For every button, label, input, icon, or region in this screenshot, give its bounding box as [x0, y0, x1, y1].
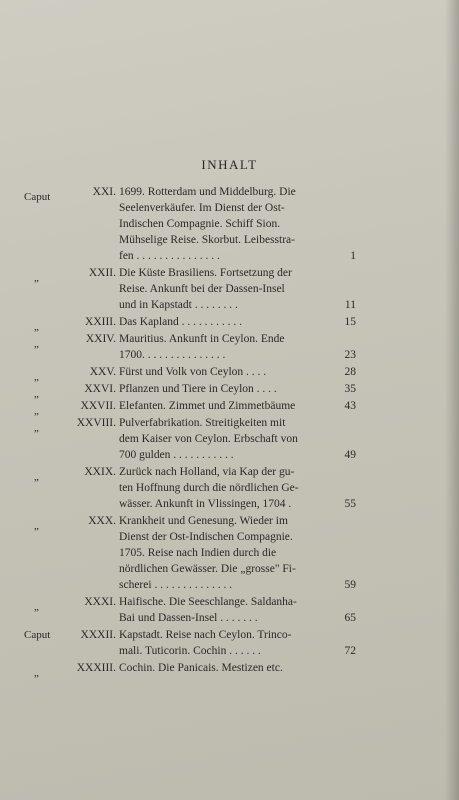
chapter-numeral: XXII. [88, 267, 116, 279]
chapter-numeral: XXXIII. [76, 662, 116, 674]
toc-entry [0, 660, 459, 679]
chapter-description-line: Fürst und Volk von Ceylon . . . . [119, 366, 267, 378]
ditto-mark: „ [34, 520, 39, 532]
chapter-description-line: Indischen Compagnie. Schiff Sion. [119, 218, 281, 230]
page-number: 49 [344, 449, 356, 461]
page-number: 55 [344, 498, 356, 510]
ditto-mark: „ [34, 321, 39, 333]
chapter-description-line: Mühselige Reise. Skorbut. Leibesstra- [119, 234, 295, 246]
chapter-description-line: Haifische. Die Seeschlange. Saldanha- [119, 596, 297, 608]
chapter-description-line: 1705. Reise nach Indien durch die [119, 547, 277, 559]
chapter-description-line: Die Küste Brasiliens. Fortsetzung der [119, 267, 292, 279]
chapter-description-line: Krankheit und Genesung. Wieder im [119, 515, 288, 527]
page-number: 59 [344, 579, 356, 591]
page-number: 11 [344, 299, 356, 311]
ditto-mark: „ [34, 471, 39, 483]
page-number: 1 [350, 250, 356, 262]
toc-entry [0, 265, 459, 313]
ditto-mark: „ [34, 388, 39, 400]
page-number: 43 [344, 400, 356, 412]
chapter-description-line: Kapstadt. Reise nach Ceylon. Trinco- [119, 629, 292, 641]
chapter-description-line: dem Kaiser von Ceylon. Erbschaft von [119, 433, 298, 445]
chapter-description [119, 398, 322, 414]
chapter-description-line: Mauritius. Ankunft in Ceylon. Ende [119, 333, 285, 345]
chapter-numeral: XXXI. [84, 596, 116, 608]
page-number: 23 [344, 349, 356, 361]
toc-entry [0, 513, 459, 593]
chapter-description-line: 1699. Rotterdam und Middelburg. Die [119, 186, 296, 198]
toc-entry [0, 398, 459, 417]
chapter-description-line: Das Kapland . . . . . . . . . . . [119, 316, 242, 328]
chapter-description-line: Seelenverkäufer. Im Dienst der Ost- [119, 202, 285, 214]
page-title: INHALT [201, 157, 258, 172]
chapter-description [119, 184, 322, 264]
chapter-description [119, 415, 322, 463]
chapter-description-line: scherei . . . . . . . . . . . . . . [119, 579, 233, 591]
chapter-description-line: Dienst der Ost-Indischen Compagnie. [119, 531, 293, 543]
caput-label: Caput [24, 629, 51, 641]
toc-entry [0, 364, 459, 383]
chapter-numeral: XXX. [88, 515, 116, 527]
ditto-mark: „ [34, 371, 39, 383]
chapter-description [119, 265, 322, 313]
chapter-description-line: Cochin. Die Panicais. Mestizen etc. [119, 662, 283, 674]
page-number: 28 [344, 366, 356, 378]
chapter-description [119, 331, 322, 363]
toc-entry [0, 594, 459, 626]
chapter-numeral: XXXII. [80, 629, 116, 641]
toc-entry [0, 381, 459, 400]
chapter-description-line: Zurück nach Holland, via Kap der gu- [119, 466, 295, 478]
caput-label: Caput [24, 191, 51, 203]
chapter-description [119, 513, 322, 593]
chapter-description-line: und in Kapstadt . . . . . . . . [119, 299, 238, 311]
chapter-description-line: mali. Tuticorin. Cochin . . . . . . [119, 645, 261, 657]
page-number: 35 [344, 383, 356, 395]
chapter-description-line: wässer. Ankunft in Vlissingen, 1704 . [119, 498, 292, 510]
chapter-description [119, 660, 322, 676]
ditto-mark: „ [34, 405, 39, 417]
chapter-numeral: XXIII. [85, 316, 116, 328]
toc-entry [0, 331, 459, 363]
chapter-description [119, 364, 322, 380]
chapter-description [119, 464, 322, 512]
chapter-numeral: XXV. [89, 366, 116, 378]
chapter-description-line: 700 gulden . . . . . . . . . . . [119, 449, 234, 461]
chapter-numeral: XXIV. [85, 333, 116, 345]
chapter-description-line: fen . . . . . . . . . . . . . . . [119, 250, 220, 262]
chapter-description [119, 314, 322, 330]
chapter-description-line: Bai und Dassen-Insel . . . . . . . [119, 612, 258, 624]
chapter-description-line: 1700. . . . . . . . . . . . . . . [119, 349, 226, 361]
chapter-numeral: XXVII. [80, 400, 116, 412]
chapter-description [119, 594, 322, 626]
chapter-description-line: Pulverfabrikation. Streitigkeiten mit [119, 417, 286, 429]
toc-entry [0, 627, 459, 659]
toc-entry [0, 314, 459, 333]
toc-entry [0, 464, 459, 512]
page-number: 15 [344, 316, 356, 328]
chapter-description-line: ten Hoffnung durch die nördlichen Ge- [119, 482, 299, 494]
chapter-description-line: Pflanzen und Tiere in Ceylon . . . . [119, 383, 277, 395]
chapter-description-line: Elefanten. Zimmet und Zimmetbäume [119, 400, 296, 412]
ditto-mark: „ [34, 667, 39, 679]
chapter-description-line: Reise. Ankunft bei der Dassen-Insel [119, 283, 285, 295]
ditto-mark: „ [34, 272, 39, 284]
chapter-description-line: nördlichen Gewässer. Die „grosse" Fi- [119, 563, 296, 575]
toc-entry [0, 415, 459, 463]
chapter-numeral: XXVIII. [76, 417, 116, 429]
ditto-mark: „ [34, 601, 39, 613]
chapter-description [119, 381, 322, 397]
ditto-mark: „ [34, 338, 39, 350]
page-number: 65 [344, 612, 356, 624]
chapter-numeral: XXVI. [84, 383, 116, 395]
ditto-mark: „ [34, 422, 39, 434]
chapter-description [119, 627, 322, 659]
page-number: 72 [344, 645, 356, 657]
chapter-numeral: XXI. [92, 186, 116, 198]
toc-entry [0, 184, 459, 264]
chapter-numeral: XXIX. [84, 466, 116, 478]
